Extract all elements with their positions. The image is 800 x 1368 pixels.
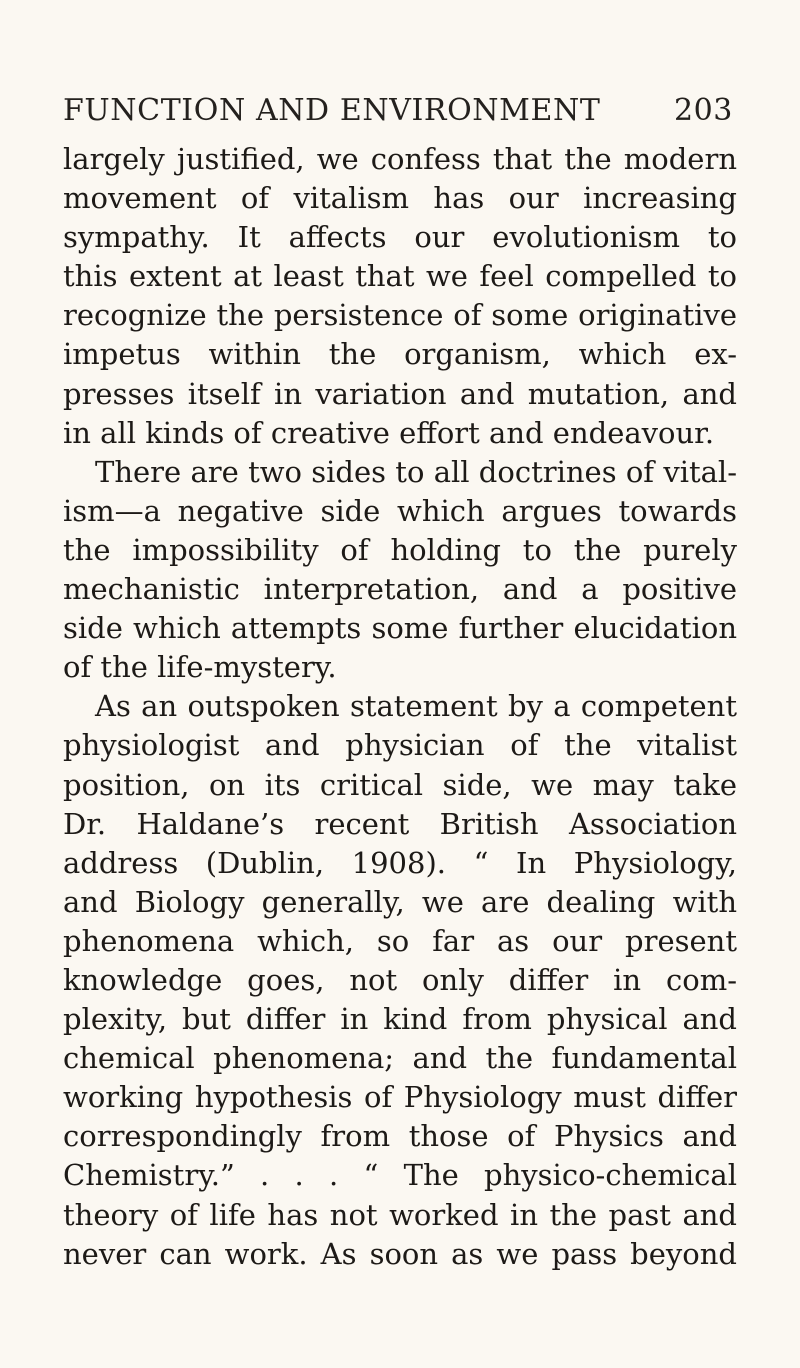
chapter-title: FUNCTION AND ENVIRONMENT [63,93,601,128]
text-line: Dr. Haldane’s recent British Association [63,806,737,841]
text-line: this extent at least that we feel compelled to [63,259,737,294]
text-line: correspondingly from those of Physics and [63,1119,737,1154]
text-line: There are two sides to all doctrines of vital- [95,454,737,489]
text-line: presses itself in variation and mutation, and [63,376,737,411]
text-line: in all kinds of creative effort and endeavour. [63,415,715,450]
text-line: chemical phenomena; and the fundamental [63,1041,737,1076]
text-line: physiologist and physician of the vitalist [63,728,737,763]
text-line: mechanistic interpretation, and a positive [63,572,737,607]
body-text [63,140,737,1274]
text-line: recognize the persistence of some originative [63,298,737,333]
text-line: the impossibility of holding to the purely [63,532,737,567]
text-line: side which attempts some further elucidation [63,611,737,646]
text-line: theory of life has not worked in the past and [63,1197,737,1232]
text-line: address (Dublin, 1908). “ In Physiology, [63,845,737,880]
text-line: largely justified, we confess that the modern [63,142,737,176]
text-line: impetus within the organism, which ex- [63,337,737,372]
text-line: working hypothesis of Physiology must differ [63,1080,737,1115]
page-number: 203 [673,93,733,128]
text-line: Chemistry.” . . . “ The physico-chemical [63,1158,737,1193]
text-line: knowledge goes, not only differ in com- [63,962,737,997]
text-line: ism—a negative side which argues towards [63,493,737,528]
running-head [63,93,733,133]
text-line: As an outspoken statement by a competent [95,689,737,724]
text-line: never can work. As soon as we pass beyond [63,1236,737,1271]
text-line: sympathy. It affects our evolutionism to [63,220,737,255]
text-line: plexity, but differ in kind from physical and [63,1002,737,1037]
text-line: phenomena which, so far as our present [63,923,737,958]
text-line: and Biology generally, we are dealing with [63,884,737,919]
text-line: of the life-mystery. [63,650,337,685]
text-line: position, on its critical side, we may take [63,767,737,802]
text-line: movement of vitalism has our increasing [63,181,737,216]
